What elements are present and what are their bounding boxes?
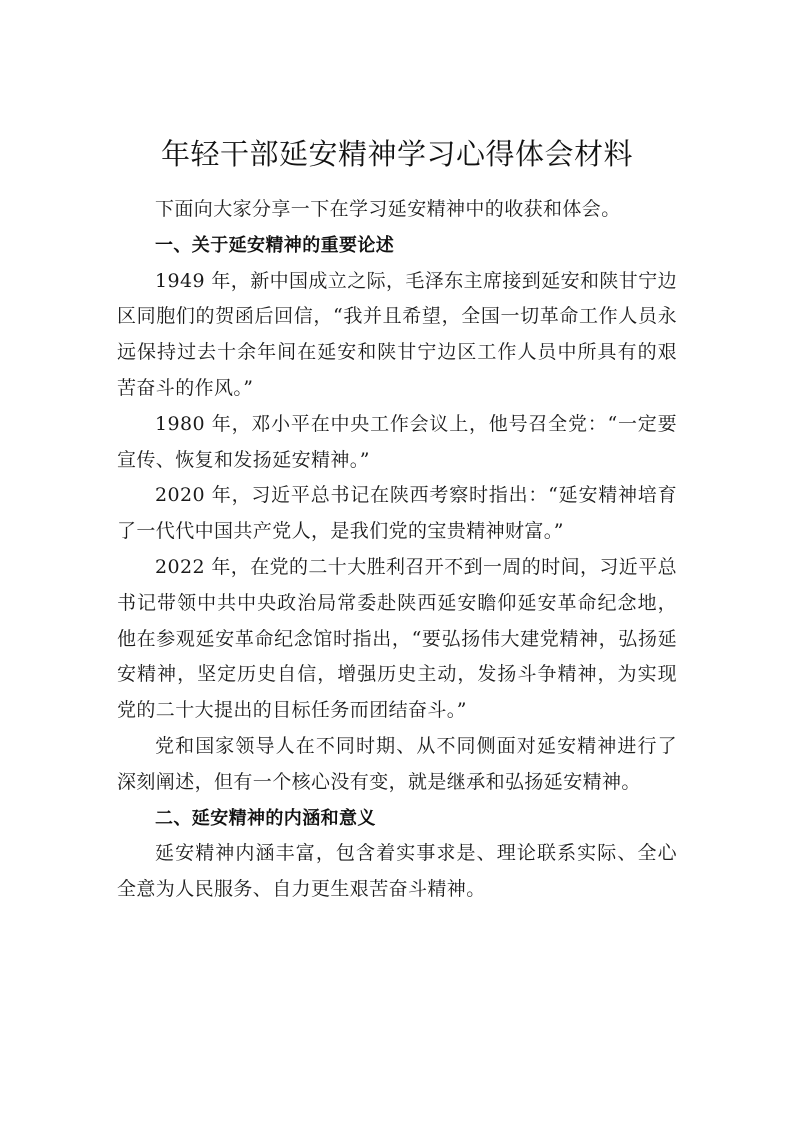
section-1-paragraph-5: 党和国家领导人在不同时期、从不同侧面对延安精神进行了深刻阐述，但有一个核心没有变，就是继承和弘扬延安精神。 <box>117 734 677 793</box>
document-title: 年轻干部延安精神学习心得体会材料 <box>160 137 633 171</box>
section-1-paragraph-4: 2022 年，在党的二十大胜利召开不到一周的时间，习近平总书记带领中共中央政治局常委赴陕西延安瞻仰延安革命纪念地，他在参观延安革命纪念馆时指出，“要弘扬伟大建党精神，弘扬延安精神，坚定历史自信，增强历史主动，发扬斗争精神，为实现党的二十大提出的目标任务而团结奋斗。” <box>117 555 677 722</box>
section-1-heading: 一、关于延安精神的重要论述 <box>155 234 395 256</box>
intro-paragraph: 下面向大家分享一下在学习延安精神中的收获和体会。 <box>155 198 621 220</box>
document-page <box>117 126 677 908</box>
section-2-heading: 二、延安精神的内涵和意义 <box>155 807 376 829</box>
section-2-paragraph-1: 延安精神内涵丰富，包含着实事求是、理论联系实际、全心全意为人民服务、自力更生艰苦奋斗精神。 <box>117 842 677 901</box>
section-1-paragraph-3: 2020 年，习近平总书记在陕西考察时指出：“延安精神培育了一代代中国共产党人，是我们党的宝贵精神财富。” <box>117 484 677 543</box>
section-1-paragraph-1: 1949 年，新中国成立之际，毛泽东主席接到延安和陕甘宁边区同胞们的贺函后回信，“我并且希望，全国一切革命工作人员永远保持过去十余年间在延安和陕甘宁边区工作人员中所具有的艰苦奋斗的作风。” <box>117 269 677 399</box>
section-1-paragraph-2: 1980 年，邓小平在中央工作会议上，他号召全党：“一定要宣传、恢复和发扬延安精神。” <box>117 412 677 471</box>
